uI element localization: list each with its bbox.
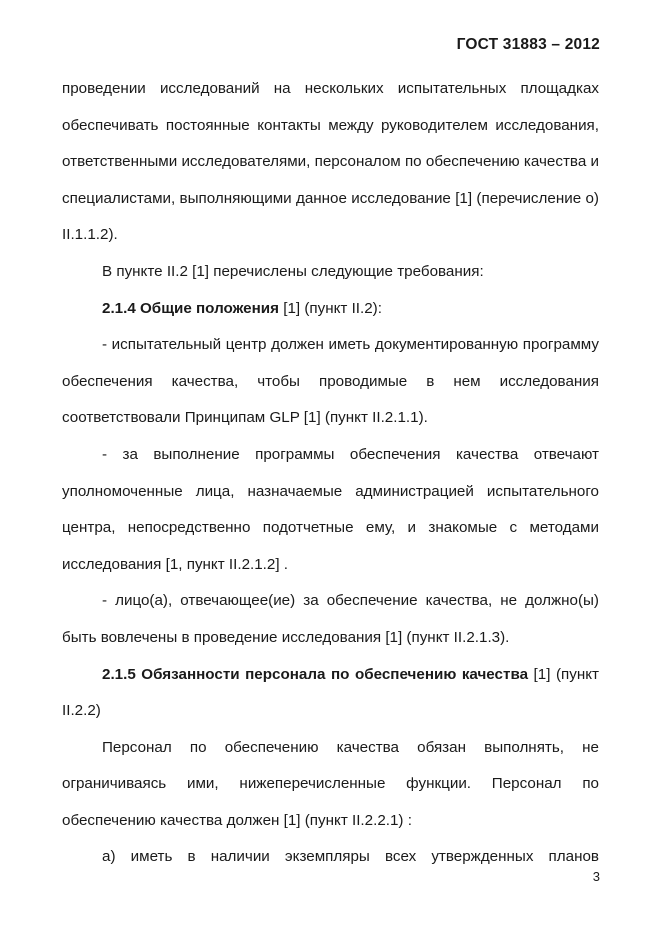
paragraph-continuation: проведении исследований на нескольких испытательных площадках обеспечивать постоянные контакты между руководителем исследования, ответственными исследователями, персоналом по обеспечению качества и специалистами, выполняющими данное исследование [1] (перечисление о) II.1.1.2).: [62, 80, 599, 244]
section-reference: [1] (пункт II.2.2): [62, 665, 600, 720]
list-item-a: а) иметь в наличии экземпляры всех утвержденных планов: [102, 848, 599, 866]
list-item-dash: - испытательный центр должен иметь документированную программу обеспечения качества, чтобы проводимые в нем исследования соответствовали Принципам GLP [1] (пункт II.2.1.1).: [62, 336, 599, 427]
section-2-1-5: [62, 657, 599, 730]
paragraph-duties: Персонал по обеспечению качества обязан выполнять, не ограничиваясь ими, нижеперечисленные функции. Персонал по обеспечению качества должен [1] (пункт II.2.2.1) :: [62, 738, 599, 829]
section-heading: 2.1.4 Общие положения: [102, 299, 279, 317]
list-item-dash: - за выполнение программы обеспечения качества отвечают уполномоченные лица, назначаемые администрацией испытательного центра, непосредственно подотчетные ему, и знакомые с методами исследования [1, пункт II.2.1.2] .: [62, 445, 599, 573]
document-body: [62, 71, 599, 876]
section-reference: [1] (пункт II.2):: [279, 299, 382, 317]
section-2-1-4: [62, 291, 599, 328]
document-header: ГОСТ 31883 – 2012: [456, 36, 600, 53]
section-heading: 2.1.5 Обязанности персонала по обеспечению качества: [102, 665, 529, 683]
paragraph-intro: В пункте II.2 [1] перечислены следующие требования:: [102, 262, 484, 280]
page-number: 3: [592, 869, 600, 884]
list-item-dash: - лицо(а), отвечающее(ие) за обеспечение качества, не должно(ы) быть вовлечены в проведение исследования [1] (пункт II.2.1.3).: [62, 592, 599, 646]
